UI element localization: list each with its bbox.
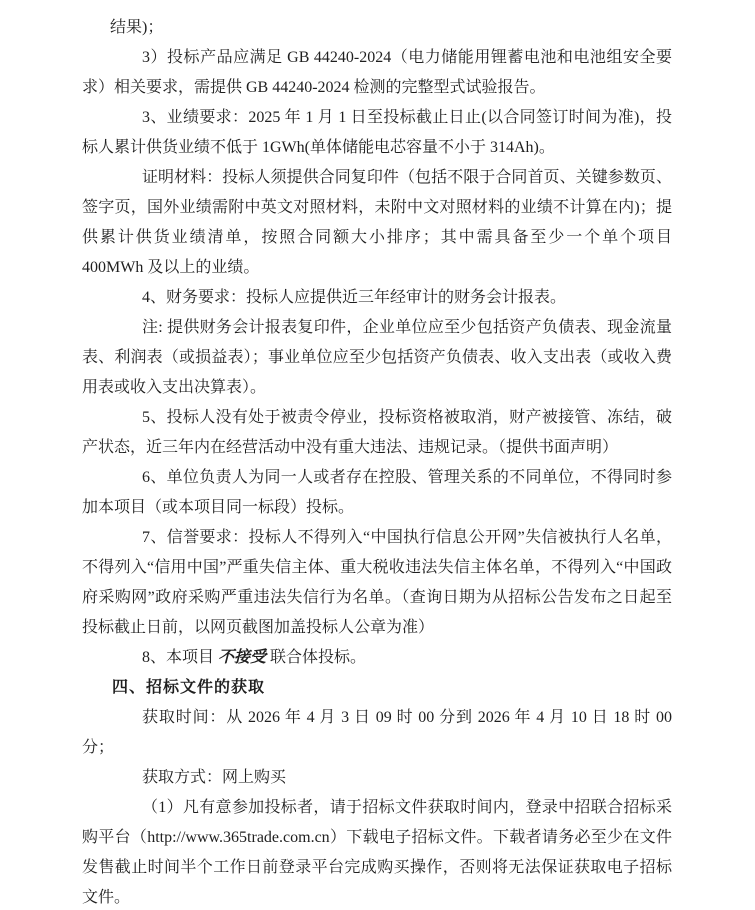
paragraph-financial-note: 注: 提供财务会计报表复印件，企业单位应至少包括资产负债表、现金流量表、利润表（或损益表）；事业单位应至少包括资产负债表、收入支出表（或收入费用表或收入支出决算表）。: [82, 319, 672, 396]
joint-bid-prefix: 8、本项目: [142, 649, 219, 666]
paragraph-business-status-requirement: 5、投标人没有处于被责令停业，投标资格被取消，财产被接管、冻结，破产状态，近三年内在经营活动中没有重大违法、违规记录。（提供书面声明）: [82, 409, 672, 456]
paragraph-acquisition-instructions: （1）凡有意参加投标者，请于招标文件获取时间内，登录中招联合招标采购平台（http://www.365trade.com.cn）下载电子招标文件。下载者请务必至少在文件发售截止时间半个工作日前登录平台完成购买操作，否则将无法保证获取电子招标文件。: [82, 799, 672, 906]
paragraph-supporting-materials: 证明材料：投标人须提供合同复印件（包括不限于合同首页、关键参数页、签字页，国外业绩需附中英文对照材料，未附中文对照材料的业绩不计算在内)；提供累计供货业绩清单，按照合同额大小排序；其中需具备至少一个单个项目 400MWh 及以上的业绩。: [82, 169, 672, 276]
joint-bid-suffix: 联合体投标。: [266, 649, 367, 666]
paragraph-same-controller-restriction: 6、单位负责人为同一人或者存在控股、管理关系的不同单位，不得同时参加本项目（或本项目同一标段）投标。: [82, 469, 672, 516]
paragraph-acquisition-method: 获取方式：网上购买: [142, 769, 287, 786]
paragraph-performance-requirement: 3、业绩要求：2025 年 1 月 1 日至投标截止日止(以合同签订时间为准)，投标人累计供货业绩不低于 1GWh(单体储能电芯容量不小于 314Ah)。: [82, 109, 672, 156]
section-heading-document-acquisition: 四、招标文件的获取: [112, 679, 266, 696]
paragraph-acquisition-time: 获取时间：从 2026 年 4 月 3 日 09 时 00 分到 2026 年 4 月 10 日 18 时 00 分；: [82, 709, 672, 756]
document-body: [82, 13, 672, 910]
paragraph-joint-bid-clause: [82, 643, 672, 673]
paragraph-financial-requirement: 4、财务要求：投标人应提供近三年经审计的财务会计报表。: [142, 289, 567, 306]
no-accept-emphasis: 不接受: [218, 649, 267, 666]
paragraph-continuation: 结果)；: [110, 19, 164, 36]
paragraph-credit-requirement: 7、信誉要求：投标人不得列入“中国执行信息公开网”失信被执行人名单，不得列入“信用中国”严重失信主体、重大税收违法失信主体名单，不得列入“中国政府采购网”政府采购严重违法失信行为名单。（查询日期为从招标公告发布之日起至投标截止日前，以网页截图加盖投标人公章为准）: [82, 529, 672, 636]
paragraph-product-standard-requirement: 3）投标产品应满足 GB 44240-2024（电力储能用锂蓄电池和电池组安全要求）相关要求，需提供 GB 44240-2024 检测的完整型式试验报告。: [82, 49, 672, 96]
